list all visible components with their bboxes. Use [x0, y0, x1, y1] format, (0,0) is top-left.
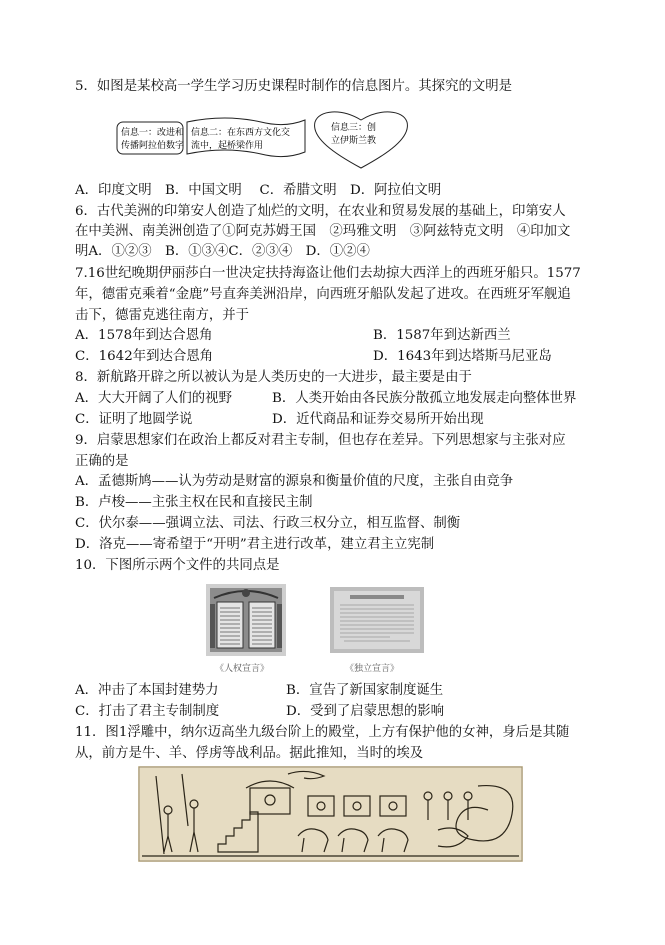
q6-line3: 明A．①②③ B．①③④C．②③④ D．①②④ [75, 244, 370, 259]
q11-line2: 从，前方是牛、羊、俘虏等战利品。据此推知，当时的埃及 [75, 746, 424, 761]
q7-option-b: B．1587年到达新西兰 [373, 328, 511, 343]
q10-stem: 10．下图所示两个文件的共同点是 [75, 558, 280, 573]
q8-option-a: A．大大开阔了人们的视野 [75, 391, 232, 406]
declaration-of-independence-image [330, 587, 424, 653]
q5-stem: 5．如图是某校高一学生学习历史课程时制作的信息图片。其探究的文明是 [75, 79, 513, 94]
q9-option-c: C．伏尔泰——强调立法、司法、行政三权分立，相互监督、制衡 [75, 516, 461, 531]
q7-options-row2 [75, 347, 552, 367]
q9-option-a: A．孟德斯鸠——认为劳动是财富的源泉和衡量价值的尺度，主张自由竞争 [75, 474, 514, 489]
q6-line1: 6．古代美洲的印第安人创造了灿烂的文明，在农业和贸易发展的基础上，印第安人 [75, 204, 566, 219]
q8-options-row1 [75, 389, 577, 409]
q10-options-row1 [75, 681, 444, 701]
q7-line3: 击下，德雷克逃往南方，并于 [75, 308, 250, 323]
q8-option-d: D．近代商品和证券交易所开始出现 [272, 412, 484, 427]
q9-option-b: B．卢梭——主张主权在民和直接民主制 [75, 495, 313, 510]
q10-option-c: C．打击了君主专制制度 [75, 704, 220, 719]
q8-option-b: B．人类开始由各民族分散孤立地发展走向整体世界 [272, 391, 577, 406]
q5-info2-line2: 流中，起桥梁作用 [191, 141, 264, 151]
q7-option-a: A．1578年到达合恩角 [75, 328, 213, 343]
q7-line1: 7.16世纪晚期伊丽莎白一世决定扶持海盗让他们去劫掠大西洋上的西班牙船只。1577 [75, 266, 581, 281]
q7-line2: 年，德雷克乘着“金鹿”号直奔美洲沿岸，向西班牙船队发起了进攻。在西班牙军舰追 [75, 287, 571, 302]
q5-info1-line2: 传播阿拉伯数字 [121, 141, 185, 151]
q10-options-row2 [75, 702, 445, 722]
rights-of-man-caption: 《人权宣言》 [215, 664, 270, 674]
q6-line2: 在中美洲、南美洲创造了①阿克苏姆王国 ②玛雅文明 ③阿兹特克文明 ④印加文 [75, 224, 571, 239]
declaration-of-independence-caption: 《独立宣言》 [345, 664, 400, 674]
q8-option-c: C．证明了地圆学说 [75, 412, 193, 427]
q10-option-d: D．受到了启蒙思想的影响 [286, 704, 445, 719]
narmer-relief-image [138, 766, 523, 862]
q5-info3-line1: 信息三：创 [331, 123, 377, 133]
rights-of-man-image [206, 584, 286, 656]
q7-options-row1 [75, 326, 511, 346]
q8-options-row2 [75, 410, 484, 430]
q7-option-d: D．1643年到达塔斯马尼亚岛 [373, 349, 552, 364]
q10-option-a: A．冲击了本国封建势力 [75, 683, 219, 698]
q9-option-d: D．洛克——寄希望于“开明”君主进行改革，建立君主立宪制 [75, 537, 435, 552]
q8-stem: 8．新航路开辟之所以被认为是人类历史的一大进步，最主要是由于 [75, 370, 472, 385]
q5-options: A．印度文明 B．中国文明 C．希腊文明 D．阿拉伯文明 [75, 183, 442, 198]
q5-info3-line2: 立伊斯兰教 [331, 136, 377, 146]
q10-option-b: B．宣告了新国家制度诞生 [286, 683, 444, 698]
q7-option-c: C．1642年到达合恩角 [75, 349, 214, 364]
q9-line1: 9．启蒙思想家们在政治上都反对君主专制，但也存在差异。下列思想家与主张对应 [75, 433, 566, 448]
q9-line2: 正确的是 [75, 454, 129, 469]
q5-info2-line1: 信息二：在东西方文化交 [191, 128, 291, 138]
q5-info1-line1: 信息一：改进和 [121, 128, 185, 138]
q11-line1: 11．图1浮雕中，纳尔迈高坐九级台阶上的殿堂，上方有保护他的女神，身后是其随 [75, 725, 570, 740]
q5-info-graphic [115, 106, 415, 172]
